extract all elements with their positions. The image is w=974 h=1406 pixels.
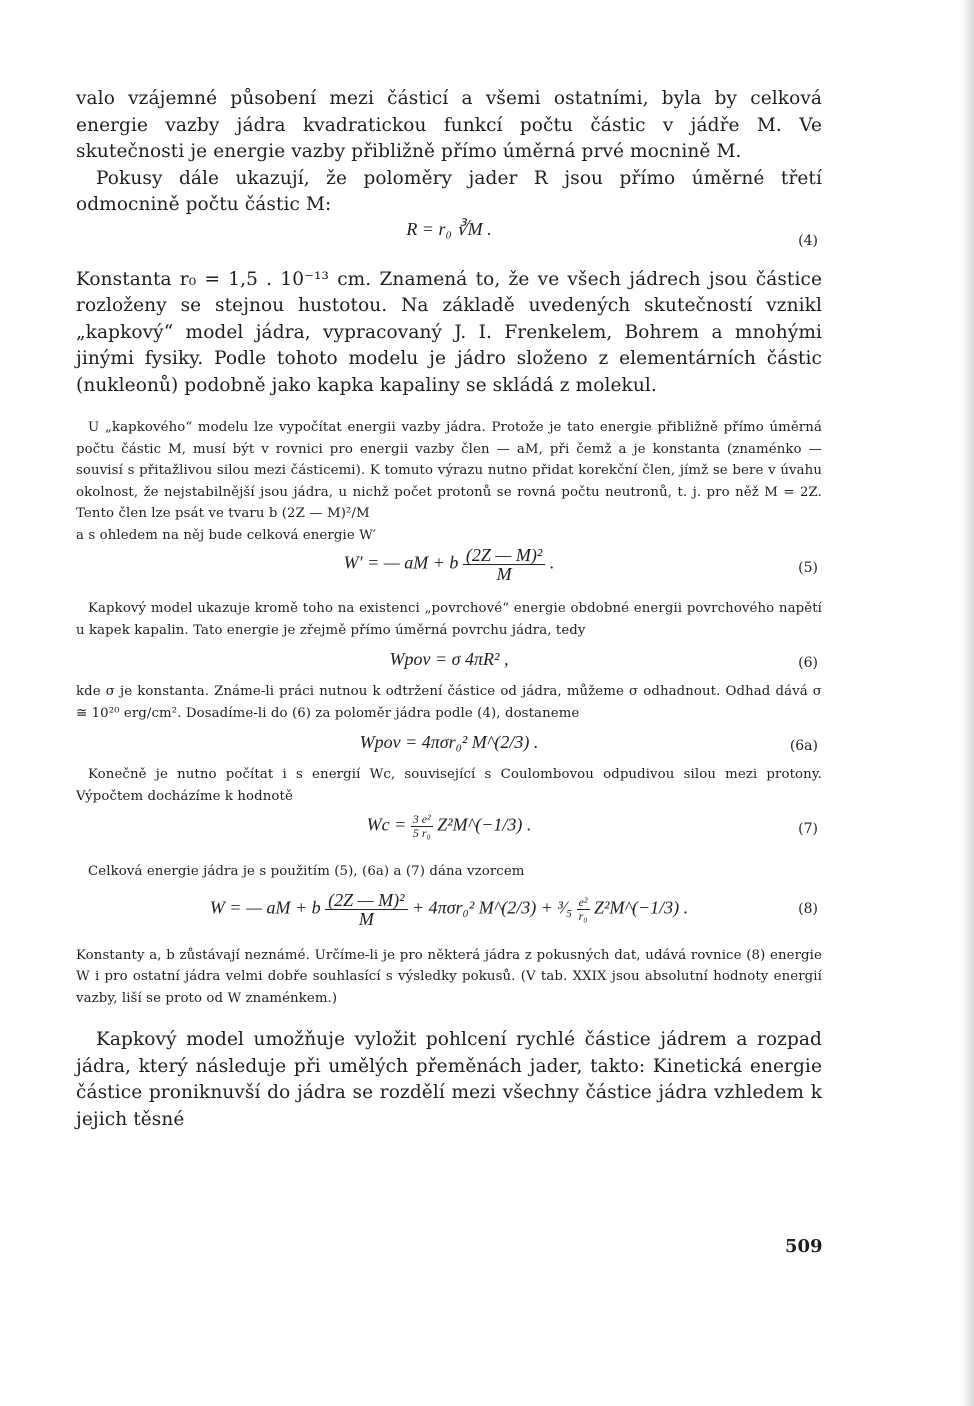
- page-number: 509: [785, 1236, 823, 1257]
- small-paragraph-binding-energy: U „kapkového“ modelu lze vypočítat energii vazby jádra. Protože je tato energie přibližně přímo úměrná počtu částic M, musí být v rovnici pro energii vazby člen — aM, při čemž a je konstanta (znaménko — souvisí s přitažlivou silou mezi částicemi). K tomuto výrazu nutno přidat korekční člen, jímž se bere v úvahu okolnost, že nejstabilnější jsou jádra, u nichž počet protonů se rovná počtu neutronů, t. j. pro něž M = 2Z. Tento člen lze psát ve tvaru b (2Z — M)²/M: [76, 420, 822, 521]
- equation-8-tail: Z²M^(−1/3) .: [594, 897, 689, 918]
- equation-8-denominator: M: [358, 908, 374, 929]
- equation-8: [76, 883, 822, 945]
- equation-7: [76, 807, 822, 861]
- equation-5-numerator: (2Z — M)²: [463, 546, 545, 565]
- small-paragraph-constants: Konstanty a, b zůstávají neznámé. Určíme-li je pro některá jádra z pokusných dat, udává rovnice (8) energie W i pro ostatní jádra velmi dobře souhlasící s výsledky pokusů. (V tab. XXIX jsou absolutní hodnoty energií vazby, liší se proto od W znaménkem.): [76, 947, 822, 1006]
- equation-7-numerator: 3 e²: [412, 812, 431, 826]
- small-paragraph-surface-energy: Kapkový model ukazuje kromě toho na existenci „povrchové“ energie obdobné energii povrchového napětí u kapek kapalin. Tato energie je zřejmě přímo úměrná povrchu jádra, tedy: [76, 601, 822, 638]
- equation-8-left: W = — aM + b: [209, 897, 321, 918]
- equation-7-left: Wc =: [366, 814, 407, 835]
- equation-6: [76, 641, 822, 681]
- equation-8-fraction-2: [577, 896, 590, 923]
- equation-7-tail: Z²M^(−1/3) .: [437, 814, 532, 835]
- equation-5-denominator: M: [496, 564, 512, 584]
- equation-4-number: (4): [798, 232, 818, 249]
- equation-8-denominator-2: r₀: [578, 908, 588, 923]
- equation-8-number: (8): [798, 900, 818, 917]
- equation-6-number: (6): [798, 655, 818, 671]
- page-edge-shadow: [962, 0, 974, 1406]
- equation-5-number: (5): [798, 560, 818, 576]
- small-paragraph-total-formula: Celková energie jádra je s použitím (5), (6a) a (7) dána vzorcem: [88, 864, 525, 879]
- paragraph-binding-energy: valo vzájemné působení mezi částicí a všemi ostatními, byla by celková energie vazby jádra kvadratickou funkcí počtu částic v jádře M. Ve skutečnosti je energie vazby přibližně přímo úměrná prvé mocnině M.: [76, 88, 822, 162]
- equation-8-numerator-2: e²: [578, 894, 588, 909]
- equation-8-fraction: [325, 891, 407, 928]
- equation-7-denominator: 5 r₀: [412, 826, 431, 840]
- equation-7-number: (7): [798, 821, 818, 837]
- equation-7-fraction: [411, 813, 433, 840]
- equation-6a: [76, 724, 822, 764]
- paragraph-particle-absorption: Kapkový model umožňuje vyložit pohlcení rychlé částice jádrem a rozpad jádra, který následuje při umělých přeměnách jader, takto: Kinetická energie částice proniknuvší do jádra se rozdělí mezi všechny částice jádra vzhledem k jejich těsné: [76, 1029, 822, 1130]
- small-paragraph-coulomb: Konečně je nutno počítat i s energií Wc, související s Coulombovou odpudivou silou mezi protony. Výpočtem docházíme k hodnotě: [76, 767, 822, 804]
- equation-6a-body: Wpov = 4πσr₀² M^(2/3) .: [359, 732, 539, 752]
- paragraph-radius: Pokusy dále ukazují, že poloměry jader R jsou přímo úměrné třetí odmocnině počtu částic M:: [76, 167, 822, 215]
- equation-5-left: W′ = — aM + b: [343, 552, 459, 573]
- small-paragraph-sigma: kde σ je konstanta. Známe-li práci nutnou k odtržení částice od jádra, můžeme σ odhadnout. Odhad dává σ ≅ 10²⁰ erg/cm². Dosadíme-li do (6) za poloměr jádra podle (4), dostaneme: [76, 684, 822, 721]
- equation-4: [76, 219, 822, 267]
- equation-6-body: Wpov = σ 4πR² ,: [389, 649, 509, 669]
- equation-5-fraction: [463, 546, 545, 583]
- equation-8-middle: + 4πσr₀² M^(2/3) + ³⁄₅: [412, 897, 573, 918]
- equation-6a-number: (6a): [789, 738, 818, 754]
- paragraph-drop-model: Konstanta r₀ = 1,5 . 10⁻¹³ cm. Znamená to, že ve všech jádrech jsou částice rozloženy se stejnou hustotou. Na základě uvedených skutečností vznikl „kapkový“ model jádra, vypracovaný J. I. Frenkelem, Bohrem a mnohými jinými fysiky. Podle tohoto modelu je jádro složeno z elementárních částic (nukleonů) podobně jako kapka kapaliny se skládá z molekul.: [76, 268, 822, 396]
- page-content: [76, 86, 822, 1133]
- small-paragraph-total-energy: a s ohledem na něj bude celková energie W′: [76, 527, 376, 543]
- equation-8-numerator: (2Z — M)²: [325, 891, 407, 910]
- equation-5-tail: .: [549, 552, 555, 573]
- equation-4-body: R = r₀ ∛M .: [406, 218, 492, 239]
- equation-5: [76, 546, 822, 598]
